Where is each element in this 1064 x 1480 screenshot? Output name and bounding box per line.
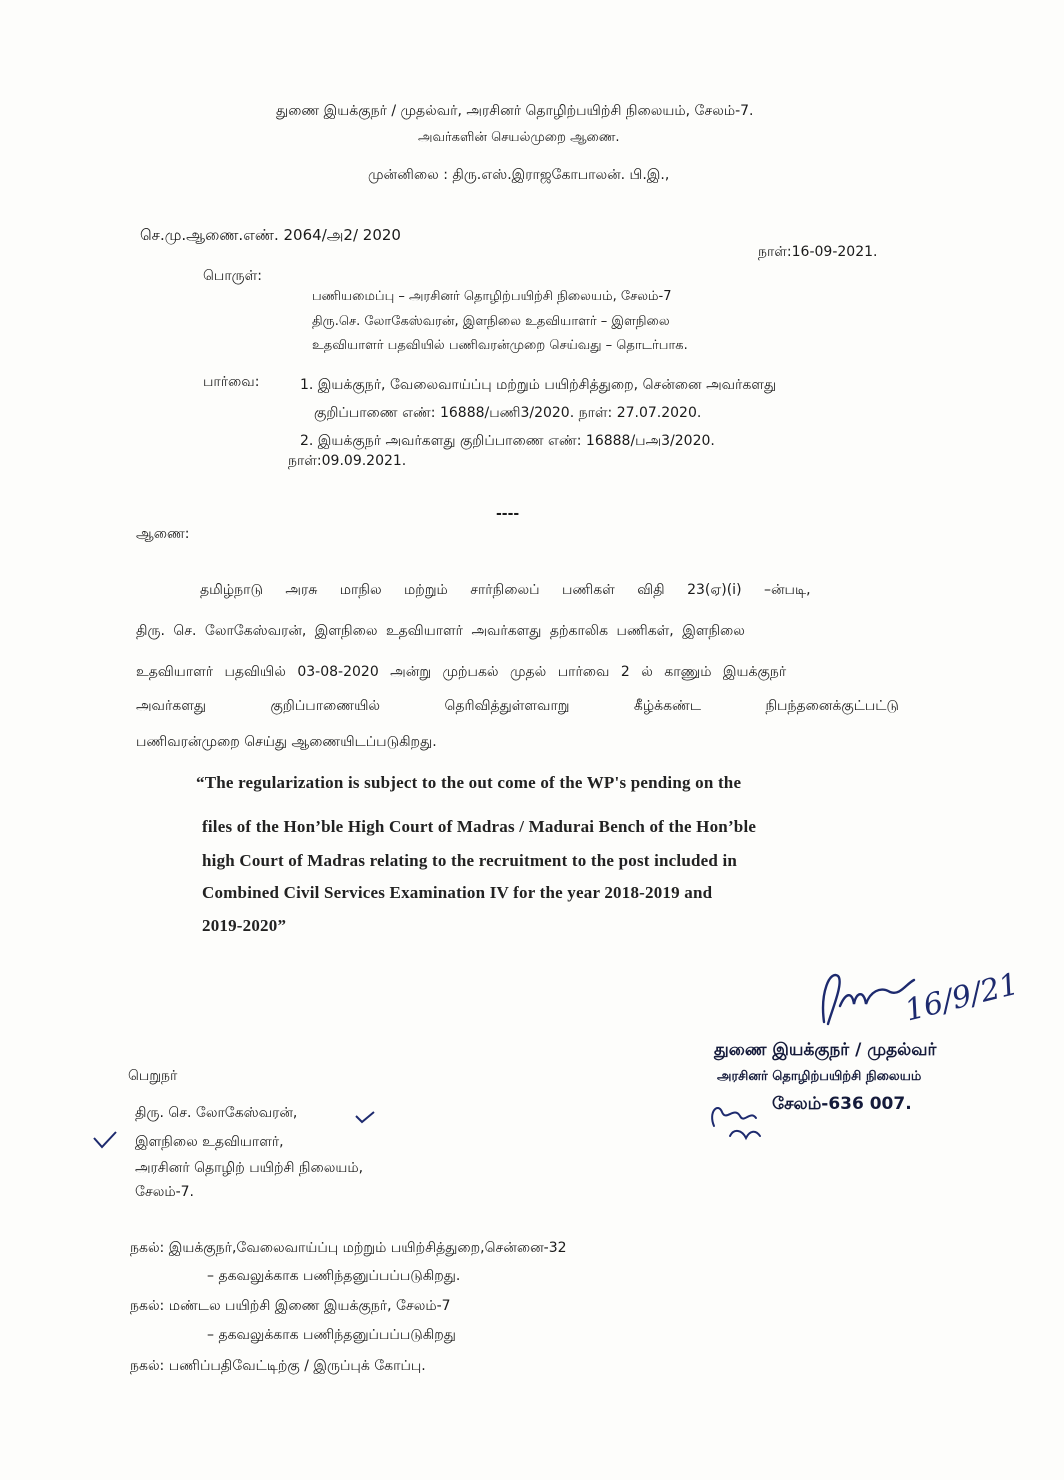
subject-line-1: பணியமைப்பு – அரசினர் தொழிற்பயிற்சி நிலையம், சேலம்-7 [312, 289, 672, 304]
copy-1: நகல்: இயக்குநர்,வேலைவாய்ப்பு மற்றும் பயிற்சித்துறை,சென்னை-32 [130, 1240, 567, 1256]
copy-2: நகல்: மண்டல பயிற்சி இணை இயக்குநர், சேலம்-7 [130, 1298, 451, 1314]
order-number: செ.மு.ஆணை.எண். 2064/அ2/ 2020 [140, 226, 401, 244]
stamp-line-3: சேலம்-636 007. [772, 1094, 912, 1114]
body-line-5: பணிவரன்முறை செய்து ஆணையிடப்படுகிறது. [136, 734, 437, 750]
recipient-line-4: சேலம்-7. [135, 1184, 194, 1200]
subject-line-2: திரு.செ. லோகேஸ்வரன், இளநிலை உதவியாளர் – இளநிலை [312, 314, 670, 329]
quote-line-1: “The regularization is subject to the out come of the WP's pending on the [196, 773, 742, 792]
recipient-line-2: இளநிலை உதவியாளர், [135, 1134, 284, 1150]
recipient-line-3: அரசினர் தொழிற் பயிற்சி நிலையம், [135, 1160, 364, 1176]
subject-line-3: உதவியாளர் பதவியில் பணிவரன்முறை செய்வது – தொடர்பாக. [312, 338, 688, 353]
reference-label: பார்வை: [203, 374, 260, 390]
body-line-4: அவர்களது குறிப்பாணையில் தெரிவித்துள்ளவாறு கீழ்க்கண்ட நிபந்தனைக்குட்பட்டு [136, 698, 899, 714]
body-line-3: உதவியாளர் பதவியில் 03-08-2020 அன்று முற்பகல் முதல் பார்வை 2 ல் காணும் இயக்குநர் [136, 664, 787, 680]
stamp-line-2: அரசினர் தொழிற்பயிற்சி நிலையம் [717, 1069, 922, 1084]
separator-dashes: ---- [496, 506, 520, 522]
copy-2-note: – தகவலுக்காக பணிந்தனுப்பப்படுகிறது [207, 1327, 456, 1343]
recipient-line-1: திரு. செ. லோகேஸ்வரன், [135, 1105, 298, 1121]
reference-line-4: நாள்:09.09.2021. [288, 453, 407, 469]
order-label: ஆணை: [136, 526, 190, 542]
copy-3: நகல்: பணிப்பதிவேட்டிற்கு / இருப்புக் கோப்பு. [130, 1358, 426, 1374]
signature-date: 16/9/21 [901, 966, 1023, 1029]
subject-label: பொருள்: [203, 268, 262, 284]
quote-line-5: 2019-2020” [202, 916, 287, 935]
header-line-3: முன்னிலை : திரு.எஸ்.இராஜகோபாலன். பி.இ., [368, 167, 670, 183]
reference-line-2: குறிப்பாணை எண்: 16888/பணி3/2020. நாள்: 27.07.2020. [314, 405, 702, 421]
recipient-label: பெறுநர் [128, 1068, 178, 1084]
order-date: நாள்:16-09-2021. [758, 244, 878, 260]
header-line-2: அவர்களின் செயல்முறை ஆணை. [418, 130, 620, 145]
body-line-2: திரு. செ. லோகேஸ்வரன், இளநிலை உதவியாளர் அவர்களது தற்காலிக பணிகள், இளநிலை [136, 623, 745, 639]
checkmark-icon [92, 1130, 118, 1150]
quote-line-3: high Court of Madras relating to the recruitment to the post included in [202, 851, 738, 870]
initials-scribble [704, 1096, 770, 1144]
reference-line-1: 1. இயக்குநர், வேலைவாய்ப்பு மற்றும் பயிற்சித்துறை, சென்னை அவர்களது [300, 377, 777, 393]
reference-line-3: 2. இயக்குநர் அவர்களது குறிப்பாணை எண்: 16888/பஅ3/2020. [300, 433, 715, 449]
quote-line-4: Combined Civil Services Examination IV for the year 2018-2019 and [202, 883, 713, 902]
header-line-1: துணை இயக்குநர் / முதல்வர், அரசினர் தொழிற்பயிற்சி நிலையம், சேலம்-7. [276, 103, 754, 119]
quote-line-2: files of the Hon’ble High Court of Madras / Madurai Bench of the Hon’ble [202, 817, 757, 836]
copy-1-note: – தகவலுக்காக பணிந்தனுப்பப்படுகிறது. [207, 1268, 461, 1284]
checkmark-icon [354, 1110, 376, 1124]
body-line-1: தமிழ்நாடு அரசு மாநில மற்றும் சார்நிலைப் பணிகள் விதி 23(ஏ)(i) –ன்படி, [200, 582, 811, 598]
stamp-title: துணை இயக்குநர் / முதல்வர் [714, 1040, 937, 1060]
